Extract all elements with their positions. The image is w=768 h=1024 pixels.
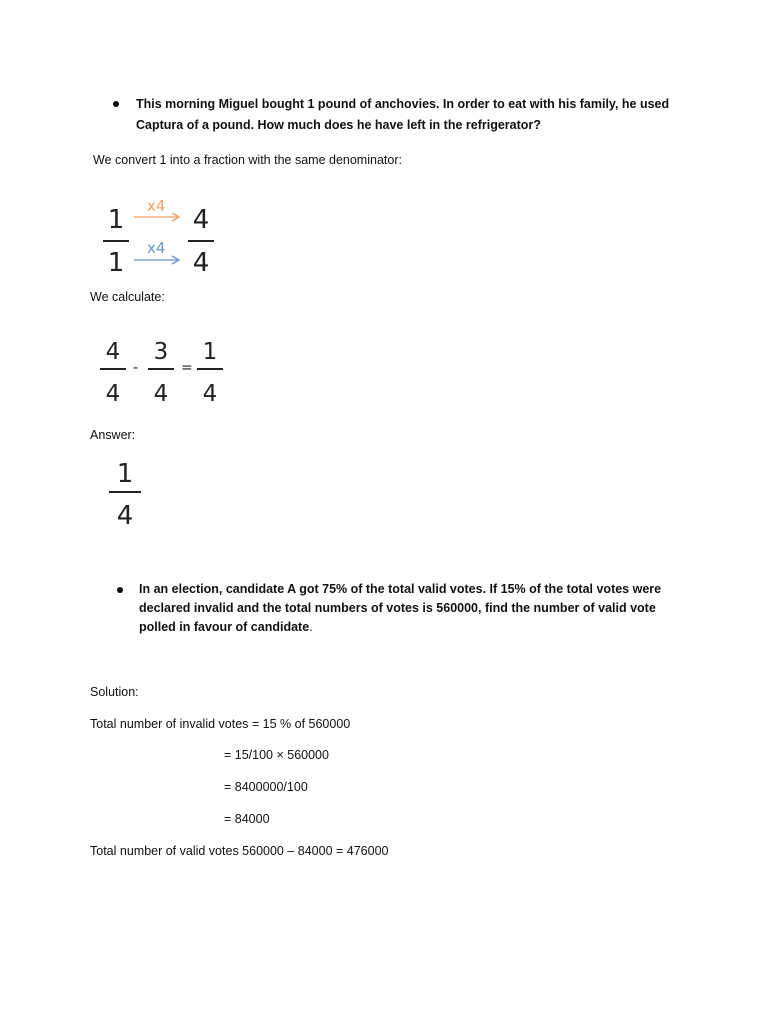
solution-line-5: Total number of valid votes 560000 – 84000 = 476000	[90, 844, 389, 858]
top-multiplier-label: x4	[147, 197, 166, 215]
calc-b-bar	[148, 368, 174, 370]
right-numerator: 4	[192, 205, 210, 235]
calc-a-bar	[100, 368, 126, 370]
solution-line-4: = 84000	[224, 812, 270, 826]
bottom-arrow-icon	[134, 255, 182, 265]
answer-bar	[109, 491, 141, 493]
solution-line-1: Total number of invalid votes = 15 % of 560000	[90, 717, 351, 731]
calculate-label: We calculate:	[90, 290, 165, 304]
calc-c-denominator: 4	[202, 381, 218, 407]
question-2-body: In an election, candidate A got 75% of the total valid votes. If 15% of the total votes were declared invalid and the total numbers of votes is 560000, find the number of valid vote polled in favour of candidate	[139, 582, 662, 634]
minus-sign: -	[133, 360, 139, 376]
calc-c-numerator: 1	[202, 339, 218, 365]
equals-sign: =	[181, 360, 193, 376]
bullet-2	[117, 587, 123, 593]
answer-numerator: 1	[116, 459, 134, 489]
solution-label: Solution:	[90, 685, 139, 699]
bottom-multiplier-label: x4	[147, 239, 166, 257]
left-denominator: 1	[107, 248, 125, 278]
calc-a-denominator: 4	[105, 381, 121, 407]
solution-line-2: = 15/100 × 560000	[224, 748, 329, 762]
bullet-1	[113, 101, 119, 107]
calc-b-denominator: 4	[153, 381, 169, 407]
solution-line-3: = 8400000/100	[224, 780, 308, 794]
calc-a-numerator: 4	[105, 339, 121, 365]
question-1-text: This morning Miguel bought 1 pound of anchovies. In order to eat with his family, he used Captura of a pound. How much does he have left in the refrigerator?	[136, 97, 670, 132]
answer-denominator: 4	[116, 501, 134, 531]
left-numerator: 1	[107, 205, 125, 235]
right-denominator: 4	[192, 248, 210, 278]
left-fraction-bar	[103, 240, 129, 242]
question-2-text	[139, 580, 674, 637]
calc-b-numerator: 3	[153, 339, 169, 365]
question-2-period: .	[309, 620, 313, 634]
answer-label: Answer:	[90, 428, 136, 442]
top-arrow-icon	[134, 212, 182, 222]
calc-c-bar	[197, 368, 223, 370]
convert-intro: We convert 1 into a fraction with the same denominator:	[93, 153, 402, 167]
right-fraction-bar	[188, 240, 214, 242]
